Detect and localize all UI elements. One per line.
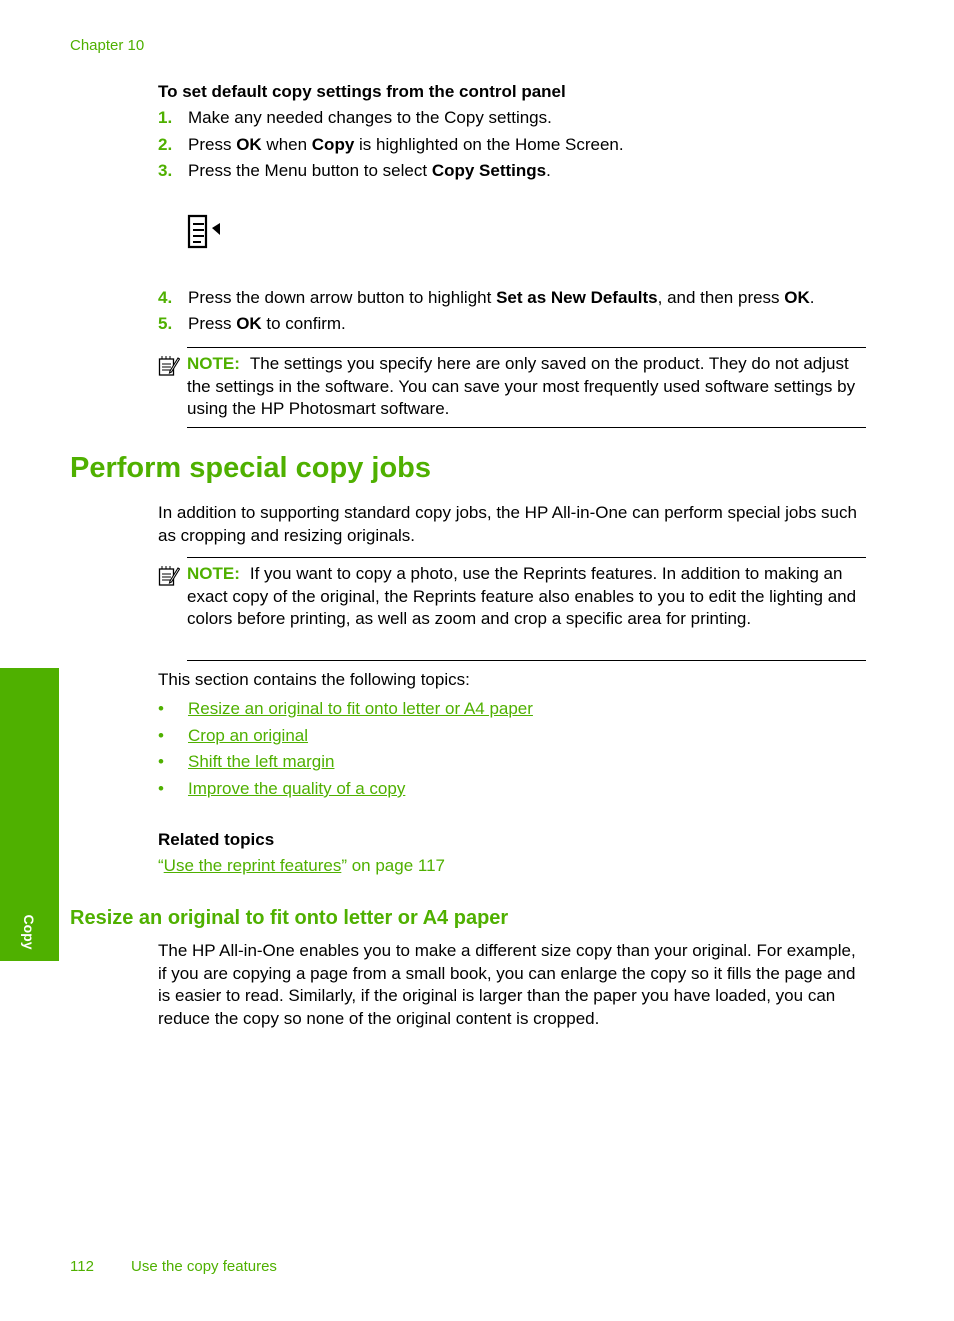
note-text: If you want to copy a photo, use the Reprints features. In addition to making an exact copy of the original, the Reprints feature also enables to you to edit the lighting and colors before printing, as well as zoom and crop a specific area for printing. <box>187 564 857 628</box>
text-run: Press <box>188 314 237 333</box>
text-run: Press the down arrow button to highlight <box>188 288 497 307</box>
side-tab-label: Copy <box>21 914 37 950</box>
bullet-marker: • <box>158 699 164 718</box>
bold-term: OK <box>236 314 262 333</box>
related-topics-title: Related topics <box>158 830 275 849</box>
bold-term: Set as New Defaults <box>496 288 658 307</box>
note-bottom-rule <box>187 427 866 428</box>
chapter-header: Chapter 10 <box>70 37 145 54</box>
note-pencil-icon <box>158 355 180 377</box>
step-text <box>188 288 815 308</box>
step-number: 5. <box>158 314 173 333</box>
topic-link-crop[interactable]: Crop an original <box>188 726 309 745</box>
topic-link-improve-quality[interactable]: Improve the quality of a copy <box>188 779 406 798</box>
subsection-text: The HP All-in-One enables you to make a different size copy than your original. For example, if you are copying a page from a small book, you can enlarge the copy so it fills the page and is easier to read. Similarly, if the original is larger than the paper you have loaded, you can reduce the copy so none of the original content is cropped. <box>158 941 856 1028</box>
bullet-marker: • <box>158 779 164 798</box>
step-text <box>188 108 552 128</box>
text-run: when <box>261 135 312 154</box>
text-run: . <box>809 288 815 307</box>
note-pencil-icon <box>158 565 180 587</box>
text-run: Press the Menu button to select <box>188 161 432 180</box>
step-text <box>188 135 624 155</box>
note-label: NOTE: <box>187 564 240 583</box>
text-run: Make any needed changes to the Copy settings. <box>188 108 552 127</box>
note-label: NOTE: <box>187 354 240 373</box>
footer-title: Use the copy features <box>131 1258 277 1275</box>
note-top-rule <box>187 347 866 348</box>
note-top-rule <box>187 557 866 558</box>
note-bottom-rule <box>187 660 866 661</box>
related-topic <box>158 856 445 876</box>
note-box-reprints <box>158 557 866 662</box>
text-run: to confirm. <box>261 314 346 333</box>
text-run: . <box>546 161 551 180</box>
section-title: Perform special copy jobs <box>70 452 432 484</box>
bullet-marker: • <box>158 726 164 745</box>
bold-term: Copy <box>311 135 355 154</box>
text-run: is highlighted on the Home Screen. <box>354 135 624 154</box>
text-run: , and then press <box>657 288 785 307</box>
step-number: 3. <box>158 161 173 180</box>
topic-link-shift-margin[interactable]: Shift the left margin <box>188 752 335 771</box>
procedure-title: To set default copy settings from the control panel <box>158 82 566 101</box>
related-link-reprint[interactable]: Use the reprint features <box>163 856 342 875</box>
note-body <box>187 353 866 421</box>
menu-button-icon <box>186 214 222 250</box>
topic-link-resize[interactable]: Resize an original to fit onto letter or A4 paper <box>188 699 533 718</box>
page-number: 112 <box>70 1258 94 1275</box>
bold-term: OK <box>784 288 810 307</box>
step-number: 2. <box>158 135 173 154</box>
quote-open: “ <box>158 856 164 875</box>
section-intro: In addition to supporting standard copy jobs, the HP All-in-One can perform special jobs such as cropping and resizing originals. <box>158 503 857 545</box>
step-text <box>188 161 551 181</box>
text-run: Press <box>188 135 237 154</box>
step-text <box>188 314 346 334</box>
bold-term: OK <box>236 135 262 154</box>
related-page-ref: ” on page 117 <box>341 856 445 875</box>
bold-term: Copy Settings <box>431 161 547 180</box>
bullet-marker: • <box>158 752 164 771</box>
topics-intro: This section contains the following topics: <box>158 670 470 689</box>
step-number: 1. <box>158 108 173 127</box>
note-box <box>158 347 866 429</box>
note-body <box>187 563 866 631</box>
step-number: 4. <box>158 288 173 307</box>
note-text: The settings you specify here are only saved on the product. They do not adjust the settings in the software. You can save your most frequently used software settings by using the HP Photosmart software. <box>187 354 856 418</box>
subsection-title: Resize an original to fit onto letter or A4 paper <box>70 907 509 929</box>
